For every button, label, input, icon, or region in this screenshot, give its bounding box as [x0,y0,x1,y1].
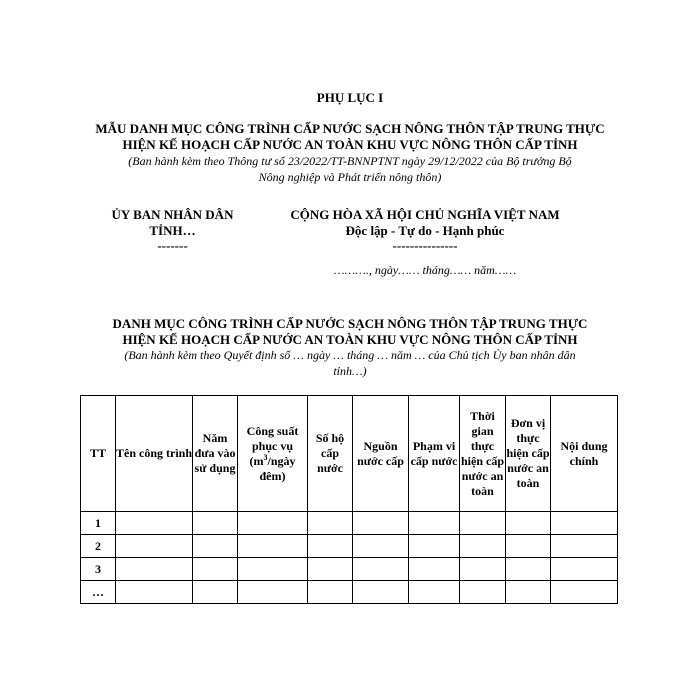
header-source: Nguồn nước cấp [353,396,409,512]
table-cell[interactable] [308,581,353,604]
table-cell[interactable] [506,512,551,535]
table-cell[interactable] [551,512,618,535]
header-scope: Phạm vi cấp nước [409,396,460,512]
header-name: Tên công trình [116,396,193,512]
table-cell[interactable] [551,581,618,604]
table-cell[interactable] [193,558,238,581]
row-number: 2 [81,535,116,558]
motto-divider: --------------- [392,238,458,253]
table-cell[interactable] [460,535,506,558]
table-cell[interactable] [238,535,308,558]
table-cell[interactable] [193,581,238,604]
table-cell[interactable] [353,558,409,581]
table-cell[interactable] [116,512,193,535]
table-row [81,558,618,581]
row-number: … [81,581,116,604]
authority-line-1: ỦY BAN NHÂN DÂN [111,207,234,222]
table-cell[interactable] [506,581,551,604]
country-name: CỘNG HÒA XÃ HỘI CHỦ NGHĨA VIỆT NAM [290,207,560,222]
header-duration: Thời gian thực hiện cấp nước an toàn [460,396,506,512]
table-cell[interactable] [409,535,460,558]
form-title-line-2: HIỆN KẾ HOẠCH CẤP NƯỚC AN TOÀN KHU VỰC NÔNG THÔN CẤP TỈNH [122,137,578,152]
table-cell[interactable] [116,535,193,558]
form-basis-line-2: Nông nghiệp và Phát triển nông thôn) [258,170,442,184]
table-cell[interactable] [116,581,193,604]
list-title-line-2: HIỆN KẾ HOẠCH CẤP NƯỚC AN TOÀN KHU VỰC NÔNG THÔN CẤP TỈNH [122,332,578,347]
form-basis-line-1: (Ban hành kèm theo Thông tư số 23/2022/TT-BNNPTNT ngày 29/12/2022 của Bộ trưởng Bộ [128,154,572,168]
issuing-authority [90,207,255,253]
table-cell[interactable] [238,512,308,535]
national-motto [270,207,580,253]
authority-line-2: TỈNH… [149,223,196,238]
header-unit: Đơn vị thực hiện cấp nước an toàn [506,396,551,512]
row-number: 1 [81,512,116,535]
list-title-line-1: DANH MỤC CÔNG TRÌNH CẤP NƯỚC SẠCH NÔNG THÔN TẬP TRUNG THỰC [112,316,588,331]
list-basis-line-1: (Ban hành kèm theo Quyết định số … ngày … tháng … năm … của Chủ tịch Ủy ban nhân dân [124,348,576,362]
header-capacity: Công suất phục vụ ($m^3$/ngày đêm) [238,396,308,512]
table-cell[interactable] [308,558,353,581]
table-cell[interactable] [193,512,238,535]
table-cell[interactable] [308,512,353,535]
catalog-table [80,395,618,604]
date-line: ………., ngày…… tháng…… năm…… [333,263,517,277]
table-cell[interactable] [409,558,460,581]
table-cell[interactable] [460,512,506,535]
header-tt: TT [81,396,116,512]
table-cell[interactable] [506,535,551,558]
row-number: 3 [81,558,116,581]
header-content: Nội dung chính [551,396,618,512]
table-cell[interactable] [551,535,618,558]
table-cell[interactable] [506,558,551,581]
motto: Độc lập - Tự do - Hạnh phúc [345,223,505,238]
table-cell[interactable] [116,558,193,581]
table-cell[interactable] [238,558,308,581]
table-cell[interactable] [353,512,409,535]
table-row [81,512,618,535]
header-year: Năm đưa vào sử dụng [193,396,238,512]
table-cell[interactable] [238,581,308,604]
list-basis [70,347,630,379]
header-row [81,396,618,512]
table-row [81,581,618,604]
list-basis-line-2: tỉnh…) [333,364,367,378]
table-row [81,535,618,558]
table-cell[interactable] [193,535,238,558]
form-basis [70,153,630,185]
form-title-line-1: MẪU DANH MỤC CÔNG TRÌNH CẤP NƯỚC SẠCH NÔNG THÔN TẬP TRUNG THỰC [95,121,605,136]
table-cell[interactable] [308,535,353,558]
table-cell[interactable] [460,558,506,581]
appendix-label: PHỤ LỤC I [316,90,384,105]
table-cell[interactable] [551,558,618,581]
table-cell[interactable] [460,581,506,604]
header-households: Số hộ cấp nước [308,396,353,512]
table-cell[interactable] [353,535,409,558]
table-cell[interactable] [409,512,460,535]
authority-divider: ------- [157,238,188,253]
list-title [70,316,630,348]
table-cell[interactable] [353,581,409,604]
form-title [70,121,630,153]
table-cell[interactable] [409,581,460,604]
